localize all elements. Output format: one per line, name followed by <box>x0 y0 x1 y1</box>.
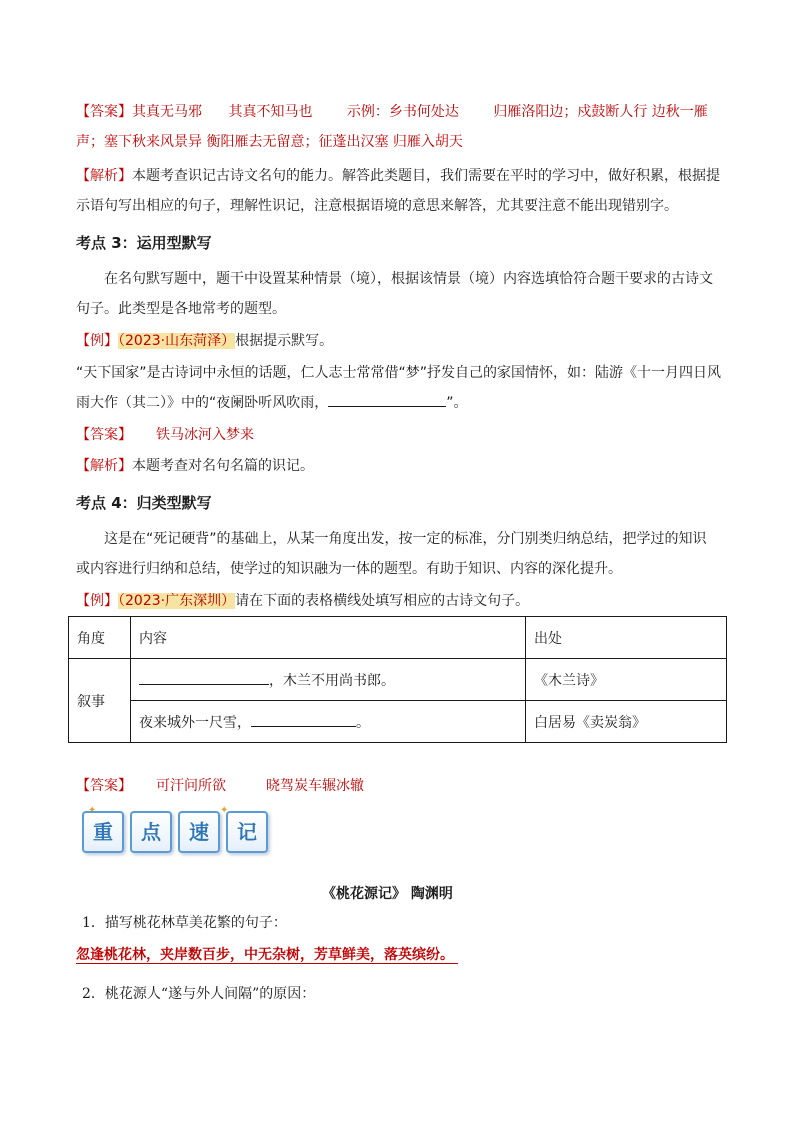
badge-char: 重 <box>82 811 124 853</box>
notes-title: 《桃花源记》 陶渊明 <box>322 886 453 902</box>
table-cell <box>131 701 526 743</box>
table-category: 叙事 <box>69 659 131 743</box>
paragraph-line: 句子。此类型是各地常考的题型。 <box>76 301 286 317</box>
cell-text: 夜来城外一尺雪， <box>139 714 251 731</box>
answer-part: 示例：乡书何处达 <box>346 104 459 120</box>
badge-char: 记 <box>226 811 268 853</box>
fill-blank <box>328 392 446 407</box>
point4-description <box>76 524 726 584</box>
example-text: 根据提示默写。 <box>235 333 334 349</box>
table-row <box>69 701 727 743</box>
answer-tag: 【答案】 <box>76 104 132 120</box>
analysis-text: 本题考查识记古诗文名句的能力。解答此类题目，我们需要在平时的学习中，做好积累，根据提 <box>132 168 720 184</box>
question-line: “天下国家”是古诗词中永恒的话题，仁人志士常常借“梦”抒发自己的家国情怀，如：陆游《十一月四日风 <box>76 365 722 381</box>
example-tag: 【例】 <box>76 593 118 609</box>
fill-blank <box>139 670 269 685</box>
point4-answer <box>76 771 726 801</box>
answer-part: 归雁洛阳边；戍鼓断人行 边秋一雁 <box>493 104 708 120</box>
table-cell: 《木兰诗》 <box>526 659 727 701</box>
table-cell: 白居易《卖炭翁》 <box>526 701 727 743</box>
point3-question <box>76 358 726 418</box>
cell-text: ，木兰不用尚书郎。 <box>269 672 395 689</box>
fill-blank <box>251 712 356 727</box>
badge-char: 速 <box>178 811 220 853</box>
answer-tag: 【答案】 <box>76 778 132 794</box>
table-header-row <box>69 617 727 659</box>
answer-part: 其真不知马也 <box>228 104 313 120</box>
sparkle-icon: ✦ <box>220 805 229 816</box>
analysis-block-1 <box>76 161 726 221</box>
analysis-text: 示语句写出相应的句子，理解性识记，注意根据语境的意思来解答，尤其要注意不能出现错别字。 <box>76 198 678 214</box>
badge-char: 点 <box>130 811 172 853</box>
answer-line: 声；塞下秋来风景异 衡阳雁去无留意；征蓬出汉塞 归雁入胡天 <box>76 134 463 150</box>
paragraph-line: 这是在“死记硬背”的基础上，从某一角度出发，按一定的标准，分门别类归纳总结，把学过的知识 <box>104 531 707 547</box>
question-line: 雨大作（其二）》中的“夜阑卧听风吹雨， <box>76 395 329 411</box>
example-source: （2023·广东深圳） <box>118 593 236 609</box>
answer-part: 晓驾炭车辗冰辙 <box>266 778 364 794</box>
table-header: 角度 <box>69 617 131 659</box>
highlighted-answer: 忽逢桃花林，夹岸数百步，中无杂树，芳草鲜美，落英缤纷。 <box>76 947 458 964</box>
point3-example <box>76 326 726 356</box>
answer-part: 可汗问所欲 <box>156 778 226 794</box>
point4-example <box>76 586 726 616</box>
notes-question-2: 2．桃花源人“遂与外人间隔”的原因： <box>82 986 316 1002</box>
example-source: （2023·山东菏泽） <box>118 333 236 349</box>
section-heading-point4: 考点 4：归类型默写 <box>76 494 212 512</box>
cell-text-end: 。 <box>356 714 370 731</box>
analysis-tag: 【解析】 <box>76 168 132 184</box>
question-line-end: ”。 <box>446 395 468 411</box>
table-cell <box>131 659 526 701</box>
table-header: 出处 <box>526 617 727 659</box>
example-text: 请在下面的表格横线处填写相应的古诗文句子。 <box>235 593 530 609</box>
point3-analysis <box>76 451 726 481</box>
answer-block-1 <box>76 97 726 157</box>
analysis-tag: 【解析】 <box>76 458 132 474</box>
paragraph-line: 在名句默写题中，题干中设置某种情景（境），根据该情景（境）内容选填恰符合题干要求的古诗文 <box>104 271 713 287</box>
poem-table <box>68 616 727 743</box>
answer-part: 其真无马邪 <box>132 104 202 120</box>
section-heading-point3: 考点 3：运用型默写 <box>76 234 212 252</box>
point3-answer <box>76 420 726 450</box>
example-tag: 【例】 <box>76 333 118 349</box>
point3-description <box>76 264 726 324</box>
answer-tag: 【答案】 <box>76 427 132 443</box>
notes-answer-1 <box>76 940 726 970</box>
table-row <box>69 659 727 701</box>
answer-text: 铁马冰河入梦来 <box>156 427 254 443</box>
analysis-text: 本题考查对名句名篇的识记。 <box>132 458 314 474</box>
notes-question-1: 1．描写桃花林草美花繁的句子： <box>82 915 287 931</box>
table-header: 内容 <box>131 617 526 659</box>
paragraph-line: 或内容进行归纳和总结，使学过的知识融为一体的题型。有助于知识、内容的深化提升。 <box>76 561 622 577</box>
